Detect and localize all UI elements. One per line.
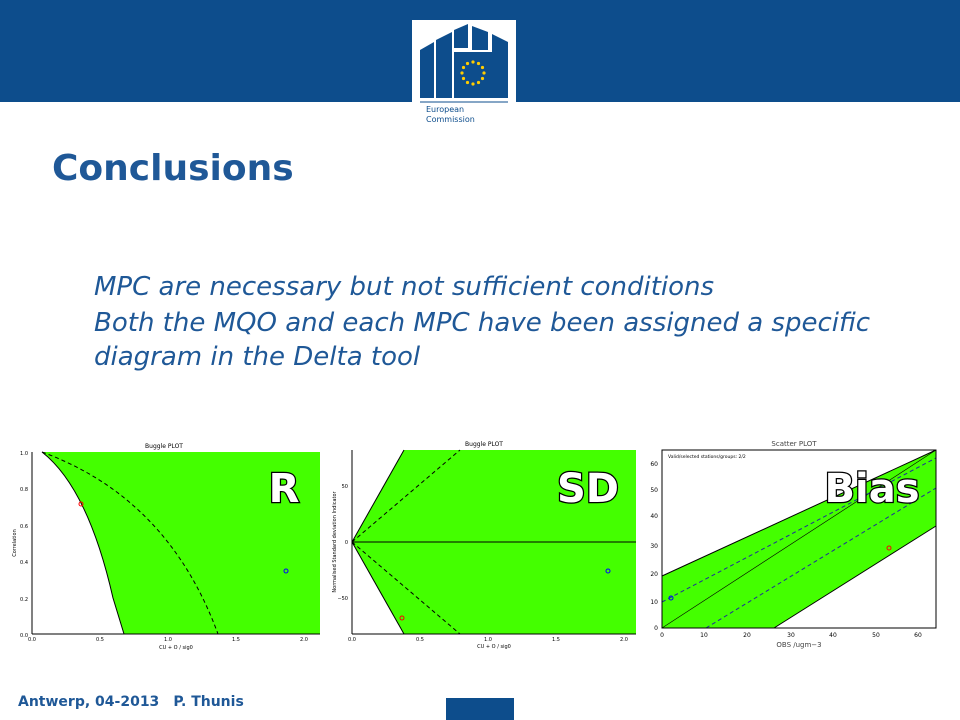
bullet-item: Both the MQO and each MPC have been assigned a specific diagram in the Delta tool <box>94 308 871 372</box>
x-tick-label: 1.5 <box>552 637 560 643</box>
x-tick-label: 0.5 <box>96 637 104 643</box>
page-title: Conclusions <box>52 148 294 189</box>
footer-flag-bar <box>446 698 514 720</box>
plot-legend: Valid/selected stations/groups: 2/2 <box>668 455 746 460</box>
plot-title: Scatter PLOT <box>771 440 817 448</box>
y-tick-label: 10 <box>650 599 658 606</box>
y-axis-label: Correlation <box>12 529 18 557</box>
plot-sd <box>328 438 640 652</box>
bullet-list <box>94 270 914 376</box>
logo-text-european: European <box>426 105 465 114</box>
x-tick-label: 50 <box>872 632 880 639</box>
x-tick-label: 2.0 <box>300 637 308 643</box>
plot-r <box>8 438 320 652</box>
y-tick-label: 50 <box>650 487 658 494</box>
y-tick-label: 0.8 <box>20 487 28 493</box>
y-tick-label: 0.4 <box>20 560 28 566</box>
y-tick-label: 50 <box>341 484 348 490</box>
x-tick-label: 10 <box>700 632 708 639</box>
x-tick-label: 1.0 <box>484 637 492 643</box>
y-tick-label: −50 <box>337 596 348 602</box>
x-tick-label: 0.0 <box>28 637 36 643</box>
x-tick-label: 0.0 <box>348 637 356 643</box>
footer <box>18 694 258 710</box>
x-tick-label: 20 <box>743 632 751 639</box>
plot-label-bias: Bias <box>824 466 920 512</box>
y-tick-label: 0.0 <box>20 633 28 639</box>
y-axis-label: Normalised Standard deviation Indicator <box>332 491 338 593</box>
x-tick-label: 40 <box>829 632 837 639</box>
y-tick-label: 20 <box>650 571 658 578</box>
x-tick-label: 0 <box>660 632 664 639</box>
footer-author: P. Thunis <box>173 694 244 710</box>
european-commission-logo <box>412 20 516 132</box>
x-tick-label: 1.0 <box>164 637 172 643</box>
x-tick-label: 0.5 <box>416 637 424 643</box>
x-axis-label: CU + O / sig0 <box>159 645 193 651</box>
x-tick-label: 1.5 <box>232 637 240 643</box>
plot-label-r: R <box>268 466 300 512</box>
plot-title: Buggle PLOT <box>145 443 183 450</box>
x-tick-label: 2.0 <box>620 637 628 643</box>
x-tick-label: 60 <box>914 632 922 639</box>
y-tick-label: 0.2 <box>20 597 28 603</box>
y-tick-label: 60 <box>650 461 658 468</box>
y-tick-label: 30 <box>650 543 658 550</box>
y-tick-label: 1.0 <box>20 451 28 457</box>
plot-bias <box>644 438 954 652</box>
bullet-item: MPC are necessary but not sufficient conditions <box>94 272 715 302</box>
plot-label-sd: SD <box>556 466 620 512</box>
y-tick-label: 40 <box>650 513 658 520</box>
y-tick-label: 0 <box>344 540 348 546</box>
footer-place-date: Antwerp, 04-2013 <box>18 694 160 710</box>
y-tick-label: 0.6 <box>20 524 28 530</box>
x-axis-label: CU + O / sig0 <box>477 644 511 650</box>
x-axis-label: OBS /ugm−3 <box>776 641 822 649</box>
logo-text-commission: Commission <box>426 115 475 124</box>
plot-title: Buggle PLOT <box>465 441 503 448</box>
y-tick-label: 0 <box>654 625 658 632</box>
x-tick-label: 30 <box>787 632 795 639</box>
